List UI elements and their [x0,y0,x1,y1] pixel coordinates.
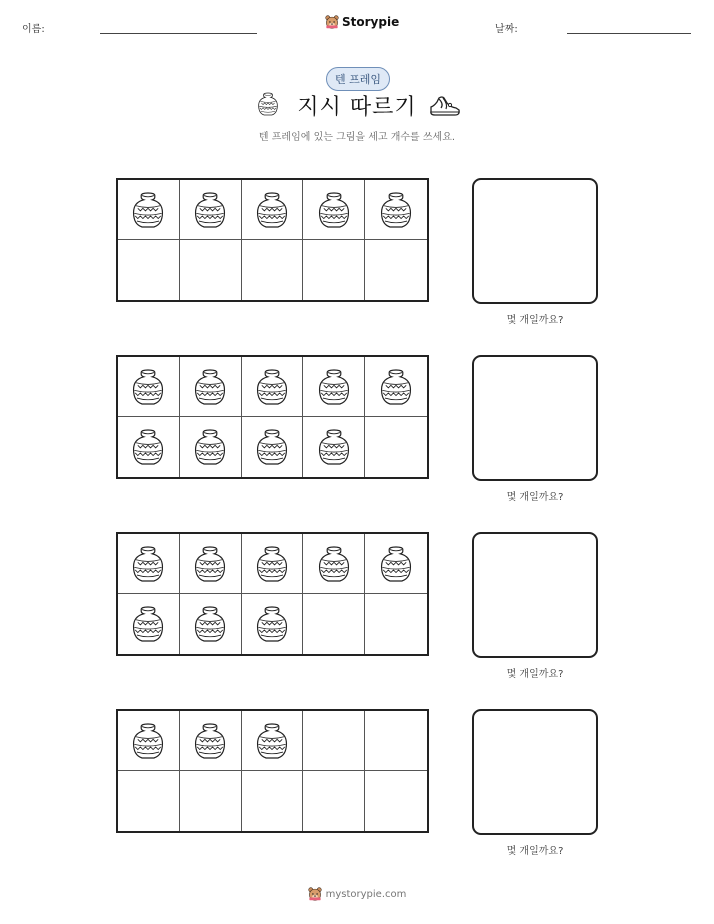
ten-frame-cell [180,417,242,477]
ten-frame-cell [303,417,365,477]
ten-frame-cell [118,240,180,300]
ten-frame-cell [180,240,242,300]
vase-icon [131,428,165,466]
vase-icon [193,605,227,643]
vase-icon [193,545,227,583]
count-question: 몇 개일까요? [506,846,564,857]
ten-frame-cell [365,594,427,654]
ten-frame-cell [118,771,180,831]
ten-frame-cell [180,357,242,417]
vase-icon [379,368,413,406]
ten-frame-cell [180,711,242,771]
ten-frame-cell [303,240,365,300]
ten-frame-cell [242,240,304,300]
count-question: 몇 개일까요? [506,315,564,326]
ten-frame-cell [365,357,427,417]
ten-frame [116,178,429,302]
date-line[interactable] [567,33,691,34]
vase-icon [317,368,351,406]
ten-frame-cell [242,771,304,831]
ten-frame-cell [242,594,304,654]
ten-frame-cell [118,357,180,417]
date-label: 날짜: [495,24,518,35]
ten-frame-cell [180,771,242,831]
vase-icon [131,191,165,229]
ten-frame-cell [365,240,427,300]
vase-icon [193,722,227,760]
ten-frame-cell [365,534,427,594]
ten-frame [116,355,429,479]
bear-icon [308,887,322,901]
ten-frame-cell [180,594,242,654]
ten-frame-cell [365,771,427,831]
vase-icon [131,545,165,583]
answer-box[interactable] [472,178,598,304]
ten-frame [116,532,429,656]
ten-frame [116,709,429,833]
name-label: 이름: [22,24,45,35]
vase-icon [255,368,289,406]
ten-frame-cell [303,594,365,654]
vase-icon [255,605,289,643]
ten-frame-cell [242,417,304,477]
ten-frame-tag: 텐 프레임 [326,67,390,91]
ten-frame-cell [365,711,427,771]
ten-frame-cell [118,711,180,771]
vase-icon [193,428,227,466]
answer-box[interactable] [472,709,598,835]
vase-icon [255,191,289,229]
answer-box[interactable] [472,355,598,481]
vase-icon [255,428,289,466]
vase-icon [131,368,165,406]
ten-frame-cell [242,711,304,771]
ten-frame-cell [303,180,365,240]
ten-frame-cell [242,534,304,594]
answer-box[interactable] [472,532,598,658]
vase-icon [255,722,289,760]
vase-icon [317,428,351,466]
ten-frame-cell [118,594,180,654]
footer [0,887,714,901]
name-line[interactable] [100,33,257,34]
vase-icon [379,545,413,583]
instructions: 텐 프레임에 있는 그림을 세고 개수를 쓰세요. [258,132,456,143]
ten-frame-cell [365,417,427,477]
count-question: 몇 개일까요? [506,669,564,680]
vase-icon [379,191,413,229]
brand-logo [325,15,399,29]
ten-frame-cell [303,771,365,831]
vase-icon [255,545,289,583]
page-title: 지시 따르기 [297,95,417,120]
vase-icon [317,545,351,583]
count-question: 몇 개일까요? [506,492,564,503]
vase-icon [131,722,165,760]
vase-icon [131,605,165,643]
vase-icon [193,368,227,406]
ten-frame-cell [118,534,180,594]
bear-icon [325,15,339,29]
ten-frame-cell [242,357,304,417]
sandal-icon [428,92,462,118]
footer-url: mystorypie.com [325,888,407,900]
ten-frame-cell [303,711,365,771]
brand-name: Storypie [342,15,400,29]
ten-frame-cell [365,180,427,240]
ten-frame-cell [242,180,304,240]
ten-frame-cell [118,417,180,477]
ten-frame-cell [118,180,180,240]
vase-icon [317,191,351,229]
ten-frame-cell [180,534,242,594]
ten-frame-cell [303,357,365,417]
ten-frame-cell [180,180,242,240]
vase-icon [193,191,227,229]
ten-frame-cell [303,534,365,594]
